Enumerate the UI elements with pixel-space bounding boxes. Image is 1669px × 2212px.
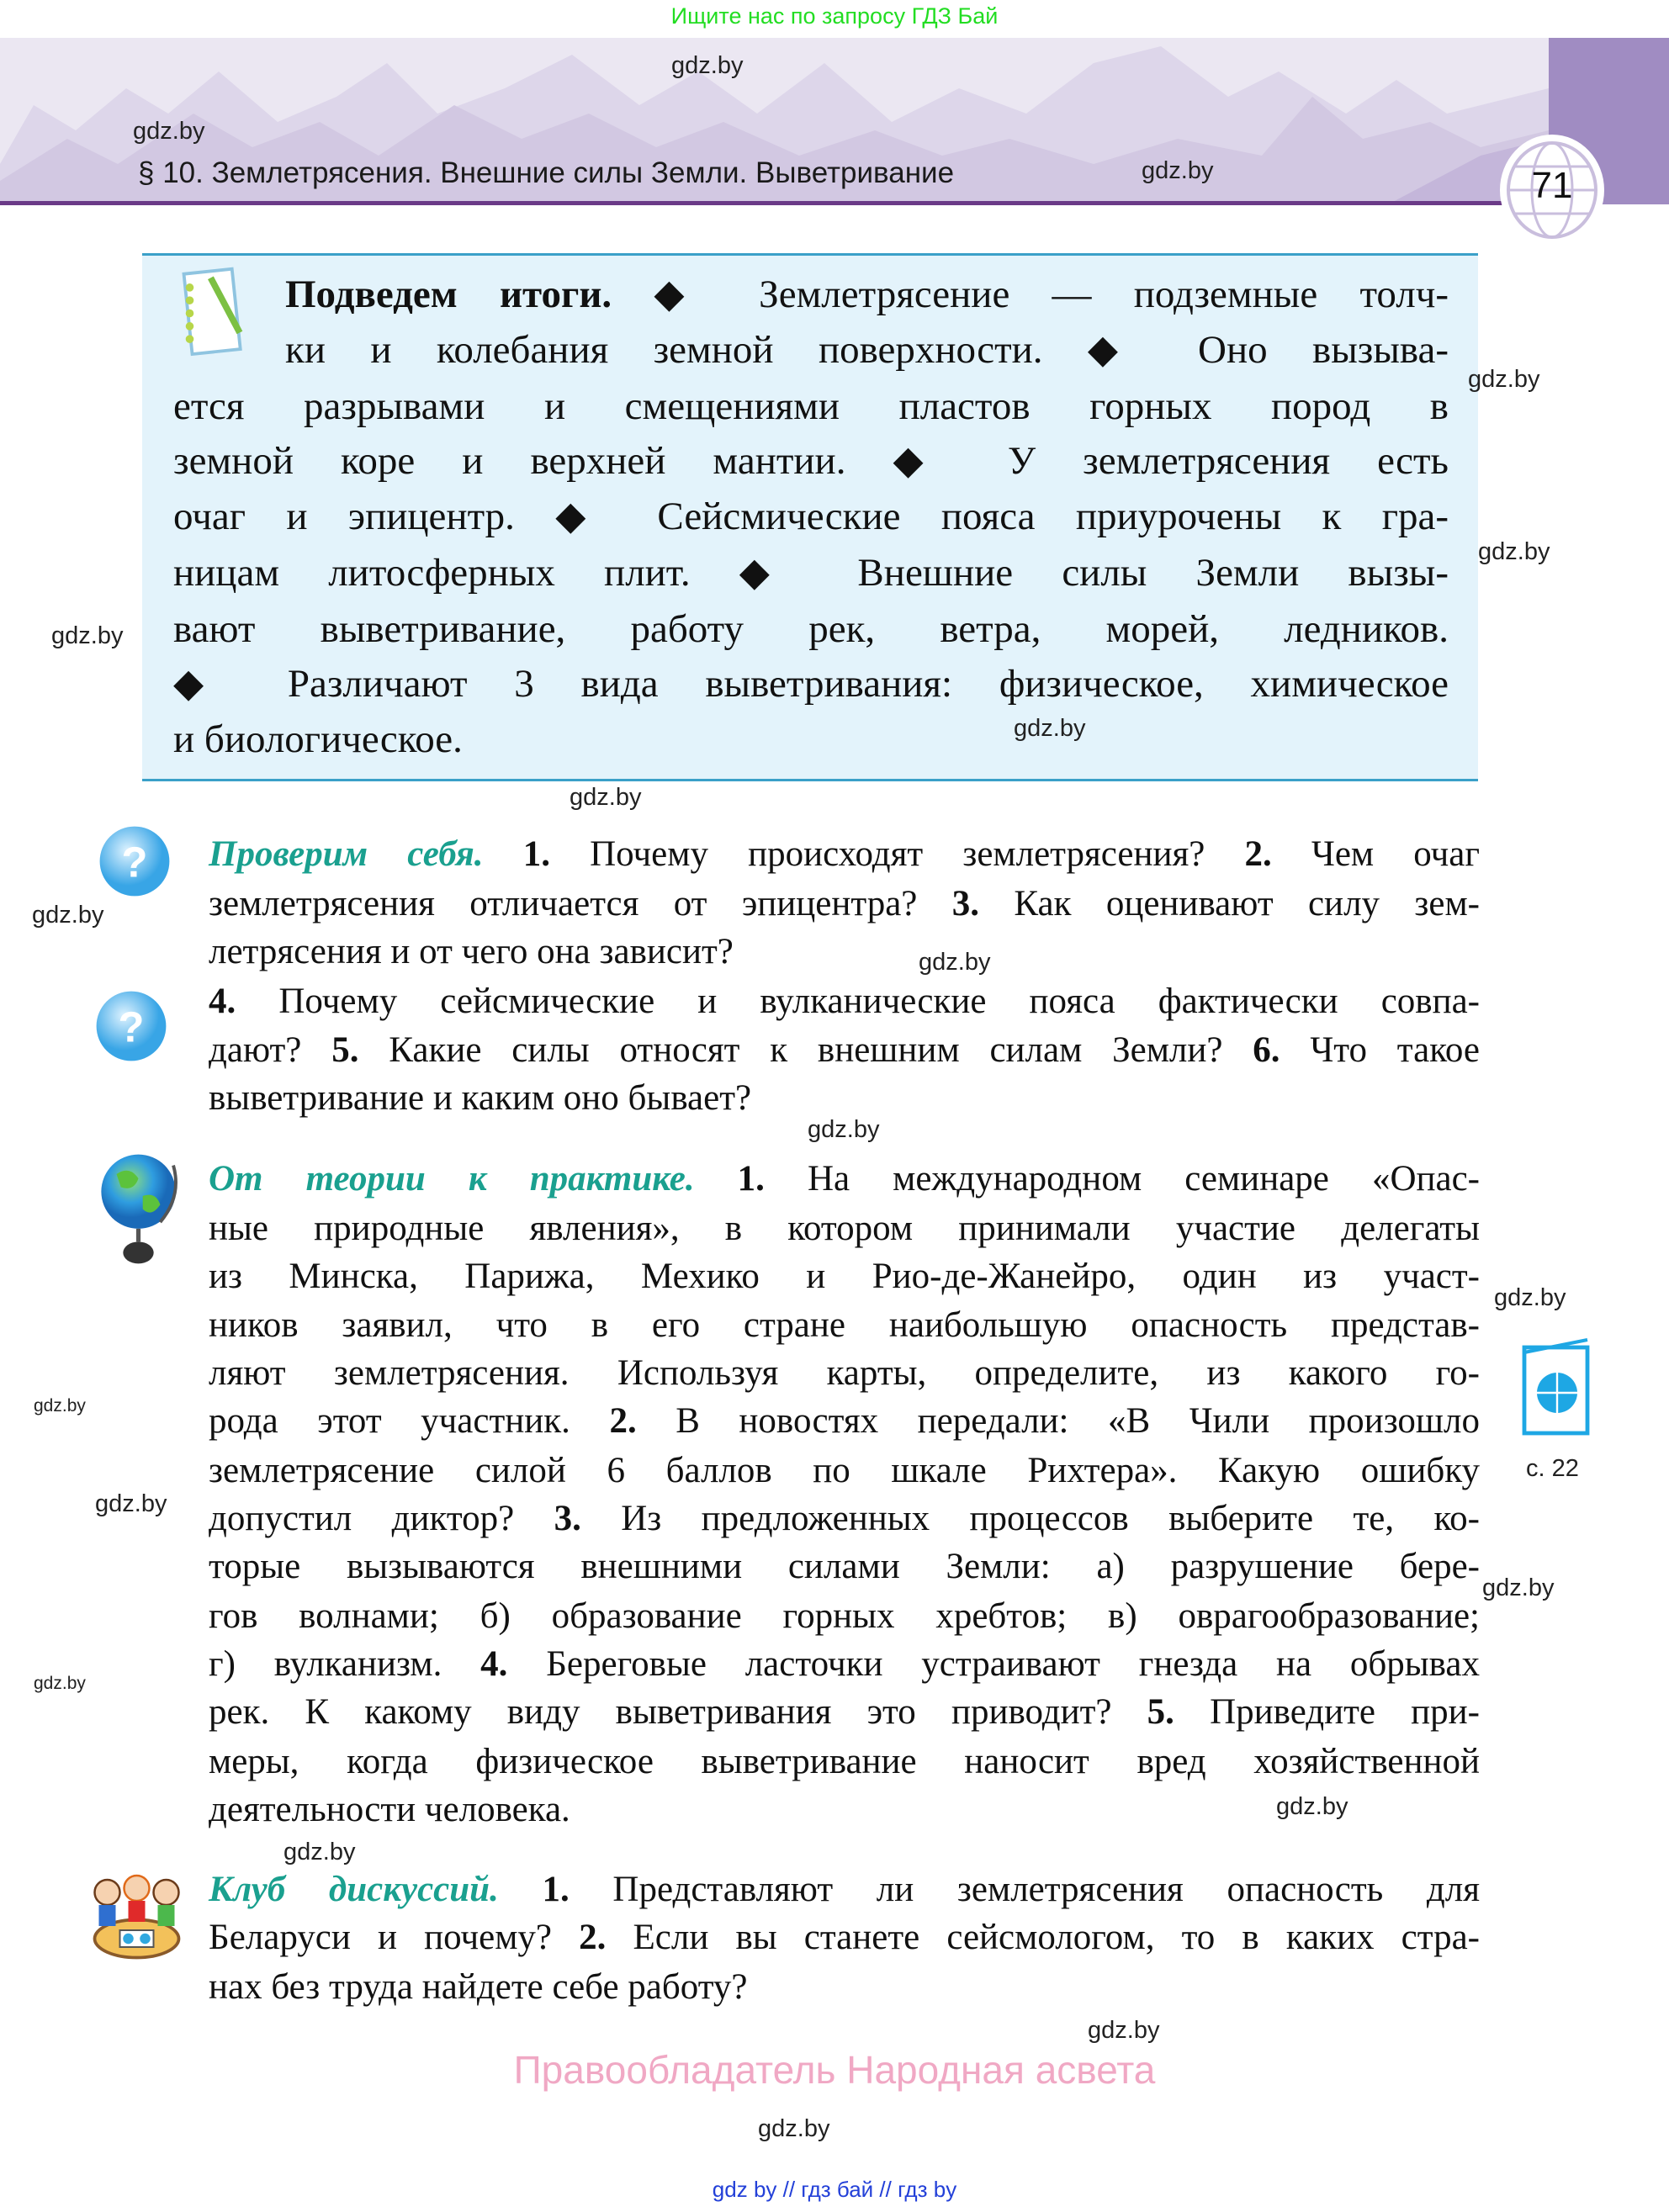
question-number: 4. <box>209 982 236 1021</box>
question-number: 1. <box>498 1870 570 1909</box>
text-segment: ников заявил, что в его стране наибольшую опасность представ- <box>209 1305 1480 1345</box>
check-text-line <box>209 1026 1480 1075</box>
practice-text-line <box>209 1640 1480 1689</box>
practice-text-line <box>209 1786 570 1834</box>
watermark: gdz.by <box>95 1490 167 1517</box>
atlas-page-reference[interactable]: с. 22 <box>1526 1455 1579 1482</box>
check-text-line <box>209 1074 751 1123</box>
summary-text-line <box>173 712 463 767</box>
watermark: gdz.by <box>283 1839 356 1865</box>
summary-text-line <box>173 601 1449 657</box>
text-segment: Чем очаг <box>1271 834 1481 874</box>
text-segment: рек. К какому виду выветривания это приводит? <box>209 1692 1147 1732</box>
text-segment: ◆ Различают 3 вида выветривания: физическое, химическое <box>173 662 1449 706</box>
text-segment: очаг и эпицентр. ◆ Сейсмические пояса приурочены к гра- <box>173 495 1449 538</box>
check-text-line <box>209 928 734 976</box>
text-segment: ляют землетрясения. Используя карты, определите, из какого го- <box>209 1353 1480 1393</box>
watermark: gdz.by <box>32 902 104 929</box>
summary-text-line <box>173 489 1449 544</box>
watermark: gdz.by <box>919 949 991 976</box>
text-segment: земной коре и верхней мантии. ◆ У землетрясения есть <box>173 439 1449 483</box>
watermark: gdz.by <box>1468 366 1540 393</box>
text-segment: На международном семинаре «Опас- <box>764 1159 1480 1199</box>
text-segment: Что такое <box>1280 1030 1481 1070</box>
watermark: gdz.by <box>1478 538 1550 565</box>
text-segment: землетрясения отличается от эпицентра? <box>209 884 952 923</box>
text-segment: выветривание и каким оно бывает? <box>209 1078 752 1118</box>
watermark: gdz.by <box>34 1674 86 1693</box>
practice-text-line <box>209 1155 1480 1204</box>
question-number: 5. <box>331 1030 359 1070</box>
text-segment: рода этот участник. <box>209 1401 610 1441</box>
section-heading: От теории к практике. <box>209 1159 695 1199</box>
summary-text-line <box>173 433 1449 489</box>
club-text-line <box>209 1865 1480 1914</box>
text-segment: ◆ Землетрясение — подземные толч- <box>612 273 1449 316</box>
summary-text-line <box>173 378 1449 434</box>
practice-text-line <box>209 1301 1480 1350</box>
watermark: gdz.by <box>1088 2017 1160 2044</box>
question-number: 4. <box>480 1644 508 1684</box>
text-segment: Почему сейсмические и вулканические пояса фактически совпа- <box>236 982 1480 1021</box>
text-segment: нах без труда найдете себе работу? <box>209 1967 748 2007</box>
text-segment: ется разрывами и смещениями пластов горных пород в <box>173 384 1449 428</box>
section-heading: Проверим себя. <box>209 834 484 874</box>
copyright-notice: Правообладатель Народная асвета <box>513 2048 1156 2092</box>
practice-text-line <box>209 1592 1480 1641</box>
text-segment: Почему происходят землетрясения? <box>549 834 1245 874</box>
question-number: 1. <box>483 834 550 874</box>
practice-text-line <box>209 1447 1480 1495</box>
watermark: gdz.by <box>570 784 642 811</box>
club-text-line <box>209 1913 1480 1962</box>
text-segment: Береговые ласточки устраивают гнезда на обрывах <box>507 1644 1480 1684</box>
chapter-title: § 10. Землетрясения. Внешние силы Земли. Выветривание <box>138 156 955 189</box>
question-number: 3. <box>951 884 980 923</box>
watermark: gdz.by <box>1494 1284 1566 1311</box>
text-segment: и биологическое. <box>173 717 463 761</box>
summary-text-line <box>285 322 1449 378</box>
svg-text:?: ? <box>121 838 148 886</box>
question-number: 3. <box>554 1499 581 1538</box>
summary-text-line <box>285 267 1449 322</box>
practice-text-line <box>209 1397 1480 1446</box>
watermark: gdz.by <box>34 1396 86 1416</box>
text-segment: гов волнами; б) образование горных хребтов; в) оврагообразование; <box>209 1596 1480 1636</box>
page-number: 71 <box>1531 165 1573 206</box>
question-icon <box>93 987 170 1065</box>
section-heading: Подведем итоги. <box>285 273 612 316</box>
watermark: gdz.by <box>1482 1574 1555 1601</box>
question-number: 5. <box>1147 1692 1174 1732</box>
text-segment: Как оценивают силу зем- <box>979 884 1480 923</box>
practice-text-line <box>209 1495 1480 1543</box>
text-segment: землетрясение силой 6 баллов по шкале Рихтера». Какую ошибку <box>209 1451 1480 1490</box>
text-segment: В новостях передали: «В Чили произошло <box>636 1401 1480 1441</box>
practice-text-line <box>209 1252 1480 1301</box>
club-text-line <box>209 1963 748 2012</box>
practice-text-line <box>209 1204 1480 1253</box>
question-number: 6. <box>1253 1030 1280 1070</box>
text-segment: ницам литосферных плит. ◆ Внешние силы Земли вызы- <box>173 551 1449 595</box>
question-number: 2. <box>609 1401 637 1441</box>
header-divider <box>0 201 1582 205</box>
watermark: gdz.by <box>671 52 744 79</box>
summary-text-line <box>173 545 1449 601</box>
check-text-line <box>209 977 1480 1026</box>
section-heading: Клуб дискуссий. <box>209 1870 499 1909</box>
text-segment: ки и колебания земной поверхности. ◆ Оно вызыва- <box>285 328 1449 372</box>
practice-text-line <box>209 1688 1480 1737</box>
text-segment: г) вулканизм. <box>209 1644 481 1684</box>
question-icon <box>96 823 173 900</box>
text-segment: торые вызываются внешними силами Земли: а) разрушение бере- <box>209 1547 1480 1586</box>
watermark: gdz.by <box>51 622 124 649</box>
globe-icon <box>94 1152 183 1266</box>
text-segment: из Минска, Парижа, Мехико и Рио-де-Жанейро, один из участ- <box>209 1257 1480 1296</box>
summary-text-line <box>173 656 1449 712</box>
svg-text:?: ? <box>118 1003 145 1051</box>
watermark: gdz.by <box>808 1116 880 1143</box>
watermark: gdz.by <box>133 118 205 145</box>
text-segment: Представляют ли землетрясения опасность для <box>569 1870 1481 1909</box>
text-segment: Из предложенных процессов выберите те, ко- <box>580 1499 1481 1538</box>
text-segment: допустил диктор? <box>209 1499 554 1538</box>
text-segment: ные природные явления», в котором принимали участие делегаты <box>209 1209 1480 1248</box>
text-segment: Если вы станете сейсмологом, то в каких стра- <box>606 1918 1480 1957</box>
kids-discussion-icon <box>88 1867 185 1960</box>
notebook-pencil-icon <box>172 265 265 362</box>
watermark: gdz.by <box>758 2115 830 2142</box>
text-segment: Какие силы относят к внешним силам Земли? <box>358 1030 1253 1070</box>
text-segment: деятельности человека. <box>209 1790 570 1829</box>
check-text-line <box>209 880 1480 929</box>
watermark: gdz.by <box>1276 1793 1348 1820</box>
check-text-line <box>209 830 1480 879</box>
text-segment: Приведите при- <box>1174 1692 1480 1732</box>
practice-text-line <box>209 1349 1480 1398</box>
watermark: gdz.by <box>1142 157 1214 184</box>
text-segment: Беларуси и почему? <box>209 1918 580 1957</box>
atlas-book-icon[interactable] <box>1519 1337 1595 1438</box>
search-hint: Ищите нас по запросу ГДЗ Бай <box>670 3 999 29</box>
question-number: 1. <box>694 1159 765 1199</box>
question-number: 2. <box>579 1918 607 1957</box>
text-segment: дают? <box>209 1030 332 1070</box>
text-segment: летрясения и от чего она зависит? <box>209 932 734 971</box>
practice-text-line <box>209 1543 1480 1591</box>
practice-text-line <box>209 1738 1480 1786</box>
watermark: gdz.by <box>1014 715 1086 742</box>
text-segment: вают выветривание, работу рек, ветра, морей, ледников. <box>173 607 1449 651</box>
text-segment: меры, когда физическое выветривание наносит вред хозяйственной <box>209 1742 1480 1781</box>
question-number: 2. <box>1244 834 1272 874</box>
footer-links[interactable]: gdz by // гдз бай // гдз by <box>712 2177 957 2202</box>
